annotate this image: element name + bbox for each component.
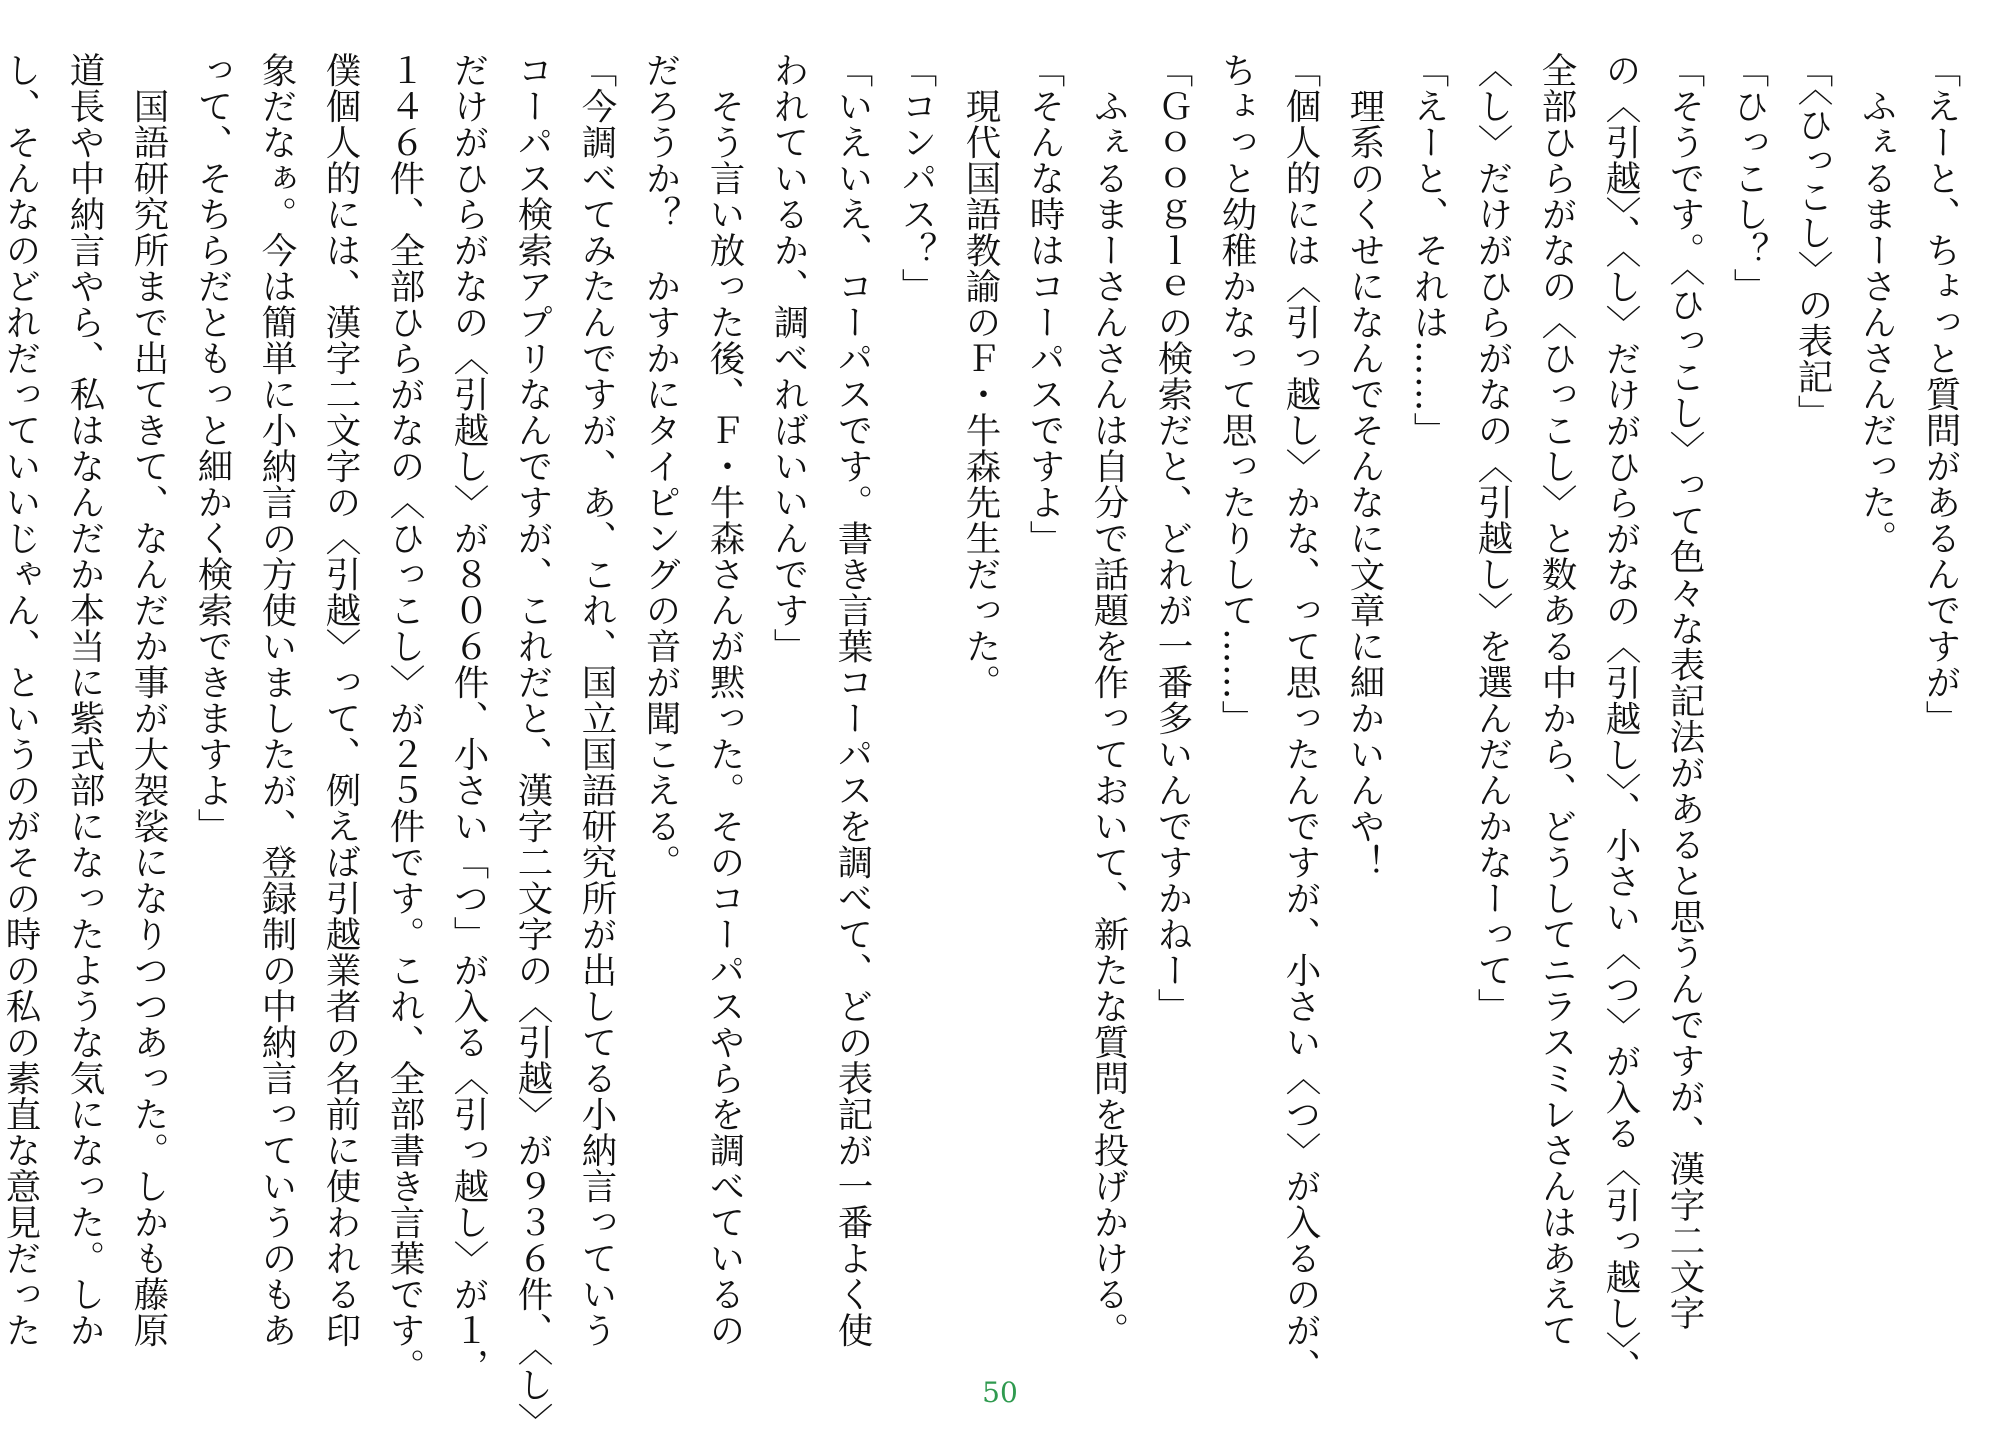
text-line: し、そんなのどれだっていいじゃん、というのがその時の私の素直な意見だった [0, 52, 41, 1348]
text-line: 理系のくせになんでそんなに文章に細かいんや！ [1344, 52, 1385, 880]
text-line: 「〈ひっこし〉の表記」 [1792, 52, 1833, 431]
text-line: そう言い放った後、Ｆ・牛森さんが黙った。そのコーパスやらを調べているの [704, 52, 745, 1348]
text-line: 全部ひらがなの〈ひっこし〉と数ある中から、どうしてニラスミレさんはあえて [1536, 52, 1577, 1348]
text-line: だろうか？ かすかにタイピングの音が聞こえる。 [640, 52, 681, 880]
text-line: コーパス検索アプリなんですが、これだと、漢字二文字の〈引越〉が９３６件、〈し〉 [512, 52, 553, 1438]
text-line: 〈し〉だけがひらがなの〈引越し〉を選んだんかなーって」 [1472, 52, 1513, 1024]
text-line: って、そちらだともっと細かく検索できますよ」 [192, 52, 233, 844]
text-line: 現代国語教諭のＦ・牛森先生だった。 [960, 52, 1001, 700]
text-line: 「個人的には〈引っ越し〉かな、って思ったんですが、小さい〈つ〉が入るのが、 [1280, 52, 1321, 1384]
text-line: 道長や中納言やら、私はなんだか本当に紫式部になったような気になった。しか [64, 52, 105, 1348]
text-line: ふぇるまーさんさんだった。 [1856, 52, 1897, 556]
text-line: 「ひっこし？」 [1728, 52, 1769, 304]
text-line: の〈引越〉、〈し〉だけがひらがなの〈引越し〉、小さい〈つ〉が入る〈引っ越し〉、 [1600, 52, 1641, 1385]
page-number: 50 [982, 1376, 1018, 1409]
text-line: 「えーと、ちょっと質問があるんですが」 [1920, 52, 1961, 736]
text-line: 「えーと、それは……」 [1408, 52, 1449, 448]
text-line: １４６件、全部ひらがなの〈ひっこし〉が２５件です。これ、全部書き言葉です。 [384, 52, 425, 1384]
text-line: 「いえいえ、コーパスです。書き言葉コーパスを調べて、どの表記が一番よく使 [832, 52, 873, 1348]
text-line: 象だなぁ。今は簡単に小納言の方使いましたが、登録制の中納言っていうのもあ [256, 52, 297, 1348]
text-line: われているか、調べればいいんです」 [768, 52, 809, 664]
text-line: 「Ｇｏｏｇｌｅの検索だと、どれが一番多いんですかねー」 [1152, 52, 1193, 1024]
text-line: 「そうです。〈ひっこし〉って色々な表記法があると思うんですが、漢字二文字 [1664, 52, 1705, 1331]
text-line: 僕個人的には、漢字二文字の〈引越〉って、例えば引越業者の名前に使われる印 [320, 52, 361, 1348]
text-line: ちょっと幼稚かなって思ったりして……」 [1216, 52, 1257, 736]
text-line: ふぇるまーさんさんは自分で話題を作っておいて、新たな質問を投げかける。 [1088, 52, 1129, 1348]
text-line: 「コンパス？」 [896, 52, 937, 304]
text-line: 「そんな時はコーパスですよ」 [1024, 52, 1065, 556]
text-line: 「今調べてみたんですが、あ、これ、国立国語研究所が出してる小納言っていう [576, 52, 617, 1348]
text-line: 国語研究所まで出てきて、なんだか事が大袈裟になりつつあった。しかも藤原 [128, 52, 169, 1348]
text-line: だけがひらがなの〈引越し〉が８０６件、小さい「つ」が入る〈引っ越し〉が１， [448, 52, 489, 1384]
